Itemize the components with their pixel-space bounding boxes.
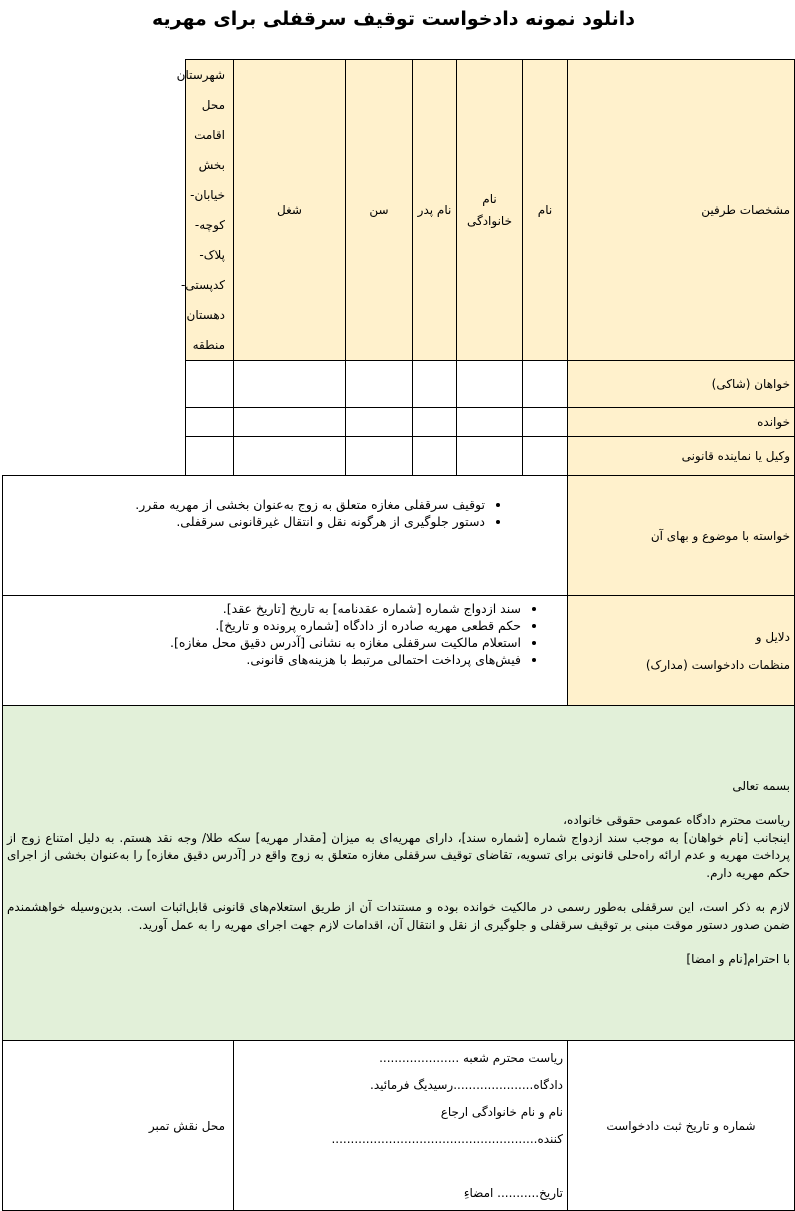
address-column-header: شهرستان محل اقامت بخش خیابان-کوچه-پلاک-کدپستی-دهستان منطقه (186, 60, 234, 361)
evidence-label-line2: منظمات دادخواست (مدارک) (645, 657, 790, 672)
parties-header-row (3, 60, 795, 361)
plaintiff-name-cell[interactable] (523, 361, 568, 408)
office-notes (234, 1041, 568, 1211)
lawyer-name-cell[interactable] (523, 437, 568, 476)
lawyer-row (3, 437, 795, 476)
petition-form-table (2, 59, 795, 1211)
defendant-name-cell[interactable] (523, 408, 568, 437)
job-column-header: شغل (234, 60, 346, 361)
petition-letter (3, 706, 795, 1041)
stamp-area: محل نقش تمبر (3, 1041, 234, 1211)
letter-opening: بسمه تعالی (732, 778, 790, 793)
request-list (7, 496, 563, 530)
plaintiff-address-cell[interactable] (186, 361, 234, 408)
lawyer-job-cell[interactable] (234, 437, 346, 476)
plaintiff-father-cell[interactable] (413, 361, 457, 408)
evidence-item: • سند ازدواج شماره [شماره عقدنامه] به تاریخ [تاریخ عقد]. (7, 600, 521, 617)
defendant-father-cell[interactable] (413, 408, 457, 437)
plaintiff-row (3, 361, 795, 408)
evidence-label-line1: دلایل و (755, 629, 790, 644)
defendant-job-cell[interactable] (234, 408, 346, 437)
evidence-row (3, 596, 795, 706)
request-row (3, 476, 795, 596)
father-name-column-header: نام پدر (413, 60, 457, 361)
office-line-2: دادگاه.....................رسیدیگ فرمائید. (370, 1077, 563, 1092)
defendant-address-cell[interactable] (186, 408, 234, 437)
evidence-item: • فیش‌های پرداخت احتمالی مرتبط با هزینه‌های قانونی. (7, 651, 521, 668)
registration-label: شماره و تاریخ ثبت دادخواست (568, 1041, 795, 1211)
page-title: دانلود نمونه دادخواست توقیف سرقفلی برای مهریه (151, 8, 635, 30)
plaintiff-label: خواهان (شاکی) (568, 361, 795, 408)
lawyer-age-cell[interactable] (346, 437, 413, 476)
plaintiff-family-cell[interactable] (457, 361, 523, 408)
letter-paragraph-2: لازم به ذکر است، این سرقفلی به‌طور رسمی در مالکیت خوانده بوده و مستندات آن از طریق استعلام‌های قانونی قابل‌اثبات است. بدین‌وسیله خواهشمندم ضمن صدور دستور موقت مبنی بر توقیف سرقفلی و جلوگیری از نقل و انتقال آن، اقدامات لازم جهت اجرای مهریه را به عمل آورید. (7, 900, 790, 932)
request-item: • توقیف سرقفلی مغازه متعلق به زوج به‌عنوان بخشی از مهریه مقرر. (7, 496, 485, 513)
family-name-column-header: نام خانوادگی (457, 60, 523, 361)
age-column-header: سن (346, 60, 413, 361)
lawyer-address-cell[interactable] (186, 437, 234, 476)
evidence-label (568, 596, 795, 706)
letter-salutation: ریاست محترم دادگاه عمومی حقوقی خانواده، (563, 813, 790, 827)
lawyer-label: وکیل یا نماینده قانونی (568, 437, 795, 476)
letter-row (3, 706, 795, 1041)
request-label: خواسته با موضوع و بهای آن (568, 476, 795, 596)
letter-closing: با احترام[نام و امضا] (686, 952, 790, 966)
evidence-item: • حکم قطعی مهریه صادره از دادگاه [شماره پرونده و تاریخ]. (7, 617, 521, 634)
plaintiff-job-cell[interactable] (234, 361, 346, 408)
parties-header-label: مشخصات طرفین (568, 60, 795, 361)
lawyer-family-cell[interactable] (457, 437, 523, 476)
defendant-row (3, 408, 795, 437)
office-line-3: نام و نام خانوادگی ارجاع (440, 1104, 563, 1119)
office-line-1: ریاست محترم شعبه ..................... (379, 1050, 563, 1065)
letter-paragraph-1: اینجانب [نام خواهان] به موجب سند ازدواج شماره [شماره سند]، دارای مهریه‌ای به میزان [مقدار مهریه] سکه طلا/ وجه نقد هستم. به دلیل امتناع زوج از پرداخت مهریه و عدم ارائه راه‌حلی قانونی برای تسویه، تقاضای توقیف سرقفلی مغازه متعلق به زوج واقع در [آدرس دقیق مغازه] را به‌عنوان بخشی از اجرای حکم مهریه دارم. (7, 830, 790, 880)
request-item: • دستور جلوگیری از هرگونه نقل و انتقال غیرقانونی سرقفلی. (7, 513, 485, 530)
footer-row (3, 1041, 795, 1211)
office-line-5: تاریخ........... امضاءِ (463, 1185, 563, 1200)
lawyer-father-cell[interactable] (413, 437, 457, 476)
defendant-family-cell[interactable] (457, 408, 523, 437)
request-content (3, 476, 568, 596)
evidence-item: • استعلام مالکیت سرقفلی مغازه به نشانی [آدرس دقیق محل مغازه]. (7, 634, 521, 651)
evidence-content (3, 596, 568, 706)
evidence-list (7, 600, 563, 668)
name-column-header: نام (523, 60, 568, 361)
office-line-4: کننده...................................................... (331, 1131, 563, 1146)
defendant-label: خوانده (568, 408, 795, 437)
defendant-age-cell[interactable] (346, 408, 413, 437)
plaintiff-age-cell[interactable] (346, 361, 413, 408)
